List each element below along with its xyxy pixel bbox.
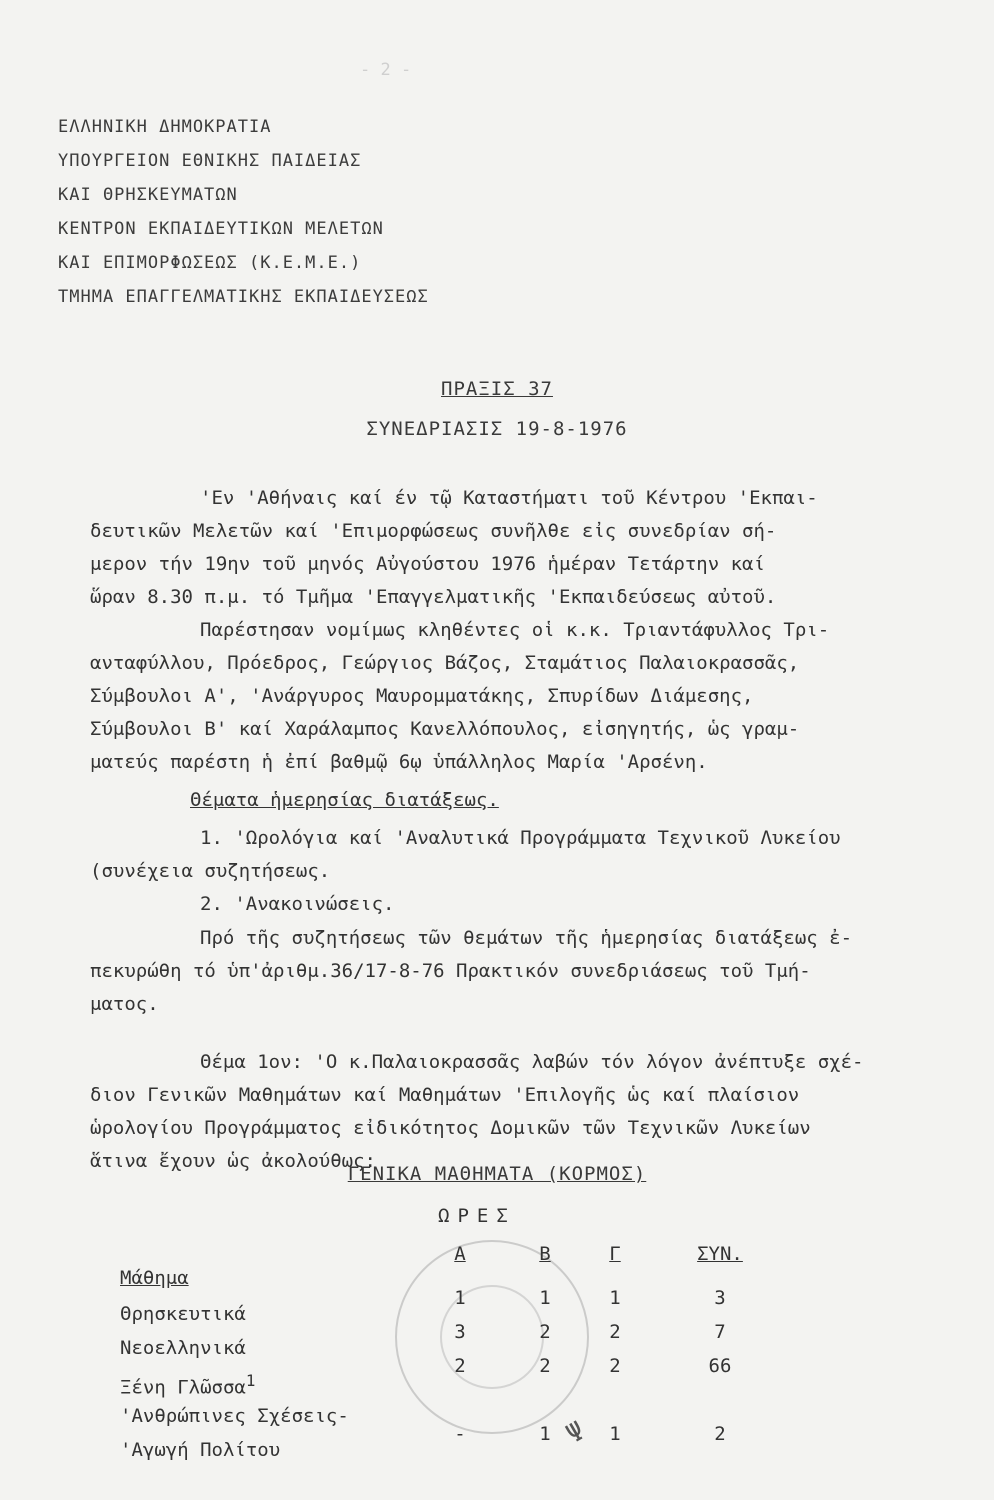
letterhead-line: ΚΑΙ ΘΡΗΣΚΕΥΜΑΤΩΝ — [58, 185, 238, 205]
agenda-item: 1. 'Ωρολόγια καί 'Αναλυτικά Προγράμματα Τεχνικοῦ Λυκείου — [200, 827, 841, 849]
section-title: ΓΕΝΙΚΑ ΜΑΘΗΜΑΤΑ (ΚΟΡΜΟΣ) — [347, 1163, 647, 1185]
subject-name: 'Ανθρώπινες Σχέσεις- — [120, 1405, 349, 1427]
subject-name: Νεοελληνικά — [120, 1337, 246, 1359]
bleed-through-page-number: - 2 - — [360, 60, 412, 80]
column-header: Γ — [609, 1243, 621, 1265]
text-line: διον Γενικῶν Μαθημάτων καί Μαθημάτων 'Επιλογῆς ὡς καί πλαίσιον — [90, 1084, 800, 1106]
session-date: ΣΥΝΕΔΡΙΑΣΙΣ 19-8-1976 — [366, 418, 628, 440]
hours-cell: 2 — [539, 1355, 551, 1377]
letterhead-line: ΕΛΛΗΝΙΚΗ ΔΗΜΟΚΡΑΤΙΑ — [58, 117, 272, 137]
hours-cell: 1 — [609, 1423, 621, 1445]
text-line: ὥραν 8.30 π.μ. τό Τμῆμα 'Επαγγελματικῆς 'Εκπαιδεύσεως αὐτοῦ. — [90, 586, 777, 608]
hours-cell: 1 — [539, 1423, 551, 1445]
letterhead-line: ΚΕΝΤΡΟΝ ΕΚΠΑΙΔΕΥΤΙΚΩΝ ΜΕΛΕΤΩΝ — [58, 219, 384, 239]
paragraph-approval — [90, 922, 940, 1021]
text-line: δευτικῶν Μελετῶν καί 'Επιμορφώσεως συνῆλθε εἰς συνεδρίαν σή- — [90, 520, 777, 542]
text-line: Παρέστησαν νομίμως κληθέντες οἱ κ.κ. Τριαντάφυλλος Τρι- — [200, 619, 830, 641]
text-line: Σύμβουλοι Β' καί Χαράλαμπος Κανελλόπουλος, εἰσηγητής, ὡς γραμ- — [90, 718, 800, 740]
hours-cell: 2 — [454, 1355, 466, 1377]
text-line: ματος. — [90, 993, 159, 1015]
hours-cell: 1 — [539, 1287, 551, 1309]
total-cell: 2 — [714, 1423, 726, 1445]
paragraph-opening — [90, 482, 940, 614]
subject-name: 'Αγωγή Πολίτου — [120, 1439, 281, 1461]
document-title — [0, 378, 994, 400]
agenda-heading-text: Θέματα ἡμερησίας διατάξεως. — [190, 789, 499, 811]
subject-name: Θρησκευτικά — [120, 1303, 246, 1325]
footnote-mark: 1 — [245, 1371, 256, 1390]
letterhead-line: ΚΑΙ ΕΠΙΜΟΡΦΩΣΕΩΣ (Κ.Ε.Μ.Ε.) — [58, 253, 362, 273]
hours-cell: 2 — [539, 1321, 551, 1343]
text-line: ανταφύλλου, Πρόεδρος, Γεώργιος Βάζος, Σταμάτιος Παλαιοκρασσᾶς, — [90, 652, 800, 674]
text-line: πεκυρώθη τό ὑπ'ἀριθμ.36/17-8-76 Πρακτικόν συνεδριάσεως τοῦ Τμή- — [90, 960, 811, 982]
column-header: Β — [539, 1243, 551, 1265]
text-line: ἅτινα ἔχουν ὡς ἀκολούθως: — [90, 1150, 376, 1172]
subject-text: Ξένη Γλῶσσα — [120, 1376, 246, 1399]
text-line: ματεύς παρέστη ἡ ἐπί βαθμῷ 6ῳ ὑπάλληλος Μαρία 'Αρσένη. — [90, 751, 708, 773]
subject-header: Μάθημα — [120, 1267, 189, 1289]
total-cell: 66 — [708, 1355, 732, 1377]
text-line: Θέμα 1ον: 'Ο κ.Παλαιοκρασσᾶς λαβών τόν λόγον ἀνέπτυξε σχέ- — [200, 1051, 864, 1073]
hours-cell: 2 — [609, 1355, 621, 1377]
letterhead-line: ΤΜΗΜΑ ΕΠΑΓΓΕΛΜΑΤΙΚΗΣ ΕΚΠΑΙΔΕΥΣΕΩΣ — [58, 287, 429, 307]
column-header: ΣΥΝ. — [697, 1243, 743, 1265]
handwritten-initial: Ψ — [561, 1416, 591, 1450]
total-cell: 7 — [714, 1321, 726, 1343]
title-text: ΠΡΑΞΙΣ 37 — [441, 378, 553, 400]
paragraph-topic-one — [90, 1046, 940, 1178]
text-line: ὡρολογίου Προγράμματος εἰδικότητος Δομικῶν τῶν Τεχνικῶν Λυκείων — [90, 1117, 811, 1139]
agenda-item: 2. 'Ανακοινώσεις. — [200, 893, 395, 915]
text-line: Πρό τῆς συζητήσεως τῶν θεμάτων τῆς ἡμερησίας διατάξεως ἐ- — [200, 927, 853, 949]
letterhead — [58, 110, 429, 314]
hours-cell: 3 — [454, 1321, 466, 1343]
letterhead-line: ΥΠΟΥΡΓΕΙΟΝ ΕΘΝΙΚΗΣ ΠΑΙΔΕΙΑΣ — [58, 151, 362, 171]
agenda-list — [90, 822, 940, 921]
hours-label: ΩΡΕΣ — [438, 1205, 516, 1227]
text-line: μερον τήν 19ην τοῦ μηνός Αὐγούστου 1976 ἡμέραν Τετάρτην καί — [90, 553, 765, 575]
total-cell: 3 — [714, 1287, 726, 1309]
text-line: Σύμβουλοι Α', 'Ανάργυρος Μαυρομματάκης, Σπυρίδων Διάμεσης, — [90, 685, 754, 707]
column-header: Α — [454, 1243, 466, 1265]
subject-name — [120, 1371, 255, 1398]
hours-cell: 1 — [454, 1287, 466, 1309]
hours-cell: 1 — [609, 1287, 621, 1309]
text-line: 'Εν 'Αθήναις καί έν τῷ Καταστήματι τοῦ Κέντρου 'Εκπαι- — [200, 487, 818, 509]
agenda-heading — [190, 784, 994, 817]
hours-cell: - — [454, 1423, 466, 1445]
hours-cell: 2 — [609, 1321, 621, 1343]
agenda-item: (συνέχεια συζητήσεως. — [90, 860, 331, 882]
paragraph-attendees — [90, 614, 940, 779]
